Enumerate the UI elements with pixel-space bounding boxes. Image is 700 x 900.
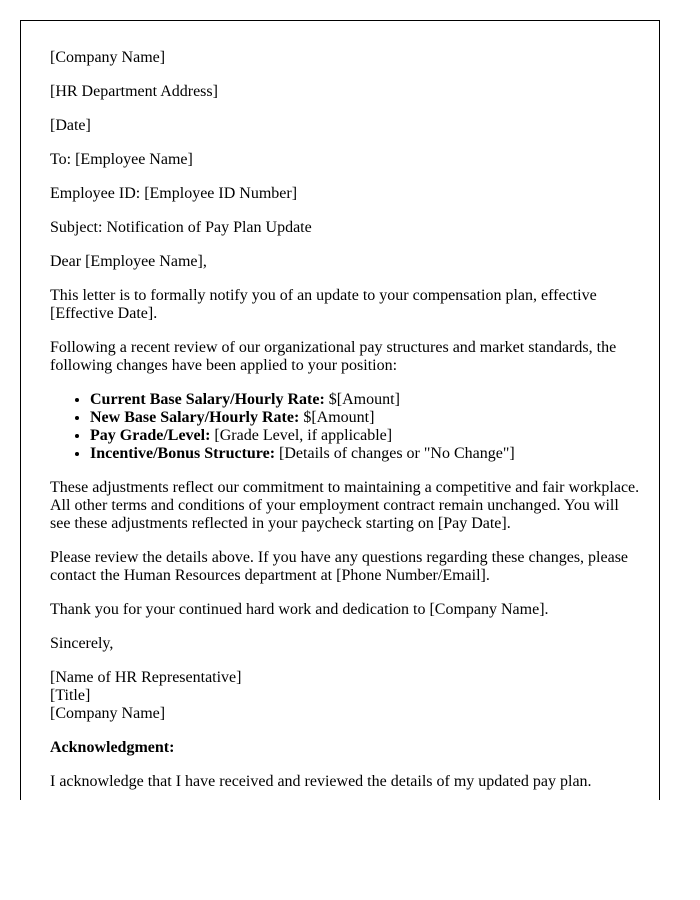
signature-block bbox=[50, 669, 640, 723]
adjustments-paragraph: These adjustments reflect our commitment to maintaining a competitive and fair workplace. All other terms and conditions of your employment contract remain unchanged. You will see these adjustments reflected in your paycheck starting on [Pay Date]. bbox=[50, 479, 640, 532]
change-label: Pay Grade/Level: bbox=[90, 427, 211, 444]
change-value: [Details of changes or "No Change"] bbox=[275, 445, 515, 462]
signer-company: [Company Name] bbox=[50, 705, 166, 722]
change-value: $[Amount] bbox=[324, 391, 400, 408]
list-item bbox=[90, 391, 640, 409]
salutation: Dear [Employee Name], bbox=[50, 253, 207, 270]
acknowledgment-heading-text: Acknowledgment: bbox=[50, 739, 175, 756]
acknowledgment-text: I acknowledge that I have received and reviewed the details of my updated pay plan. bbox=[50, 773, 592, 790]
change-label: Incentive/Bonus Structure: bbox=[90, 445, 276, 462]
change-value: [Grade Level, if applicable] bbox=[210, 427, 393, 444]
employee-id-line: Employee ID: [Employee ID Number] bbox=[50, 185, 298, 202]
thanks-paragraph: Thank you for your continued hard work and dedication to [Company Name]. bbox=[50, 601, 549, 618]
change-value: $[Amount] bbox=[299, 409, 375, 426]
list-item bbox=[90, 427, 640, 445]
letter-body bbox=[50, 49, 640, 800]
signer-title: [Title] bbox=[50, 687, 91, 704]
subject-line: Subject: Notification of Pay Plan Update bbox=[50, 219, 312, 236]
list-item bbox=[90, 445, 640, 463]
letter-date: [Date] bbox=[50, 117, 91, 134]
letter-page bbox=[20, 20, 660, 800]
closing: Sincerely, bbox=[50, 635, 114, 652]
review-paragraph: Following a recent review of our organizational pay structures and market standards, the following changes have been applied to your position: bbox=[50, 339, 617, 374]
signer-name: [Name of HR Representative] bbox=[50, 669, 242, 686]
change-label: New Base Salary/Hourly Rate: bbox=[90, 409, 300, 426]
company-name: [Company Name] bbox=[50, 49, 166, 66]
changes-list bbox=[50, 391, 640, 463]
intro-paragraph: This letter is to formally notify you of an update to your compensation plan, effective [Effective Date]. bbox=[50, 287, 597, 322]
acknowledgment-heading bbox=[50, 739, 640, 757]
recipient-line: To: [Employee Name] bbox=[50, 151, 193, 168]
questions-paragraph: Please review the details above. If you have any questions regarding these changes, please contact the Human Resources department at [Phone Number/Email]. bbox=[50, 549, 629, 584]
hr-department-address: [HR Department Address] bbox=[50, 83, 218, 100]
list-item bbox=[90, 409, 640, 427]
change-label: Current Base Salary/Hourly Rate: bbox=[90, 391, 325, 408]
